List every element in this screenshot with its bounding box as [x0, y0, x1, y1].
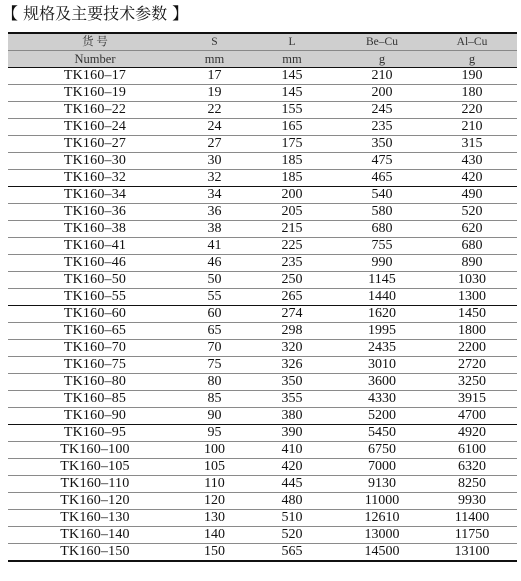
table-row: [8, 170, 517, 187]
l-cell: 200: [247, 187, 337, 204]
be-cu-cell: 990: [337, 255, 427, 272]
s-cell: 60: [182, 306, 247, 323]
s-cell: 75: [182, 357, 247, 374]
s-cell: 65: [182, 323, 247, 340]
l-cell: 185: [247, 153, 337, 170]
al-cu-cell: 1450: [427, 306, 517, 323]
s-cell: 27: [182, 136, 247, 153]
model-cell: TK160–30: [8, 153, 182, 170]
l-cell: 320: [247, 340, 337, 357]
table-row: [8, 119, 517, 136]
al-cu-cell: 13100: [454, 544, 490, 559]
s-cell: 50: [182, 272, 247, 289]
s-cell: 100: [182, 442, 247, 459]
l-cell: 480: [247, 493, 337, 510]
spec-table: [8, 32, 517, 562]
l-cell: 355: [247, 391, 337, 408]
header-s: S: [182, 33, 247, 51]
be-cu-cell: 4330: [337, 391, 427, 408]
model-cell: TK160–22: [8, 102, 182, 119]
model-cell: TK160–140: [8, 527, 182, 544]
table-row: [8, 136, 517, 153]
al-cu-cell: 180: [427, 85, 517, 102]
al-cu-cell: 430: [427, 153, 517, 170]
s-cell: 140: [182, 527, 247, 544]
be-cu-cell: 580: [337, 204, 427, 221]
l-cell: 145: [247, 68, 337, 85]
model-cell: TK160–80: [8, 374, 182, 391]
l-cell: 565: [281, 544, 303, 559]
al-cu-cell: 1030: [427, 272, 517, 289]
header-al-cu-unit: g: [427, 51, 517, 68]
model-cell: TK160–100: [8, 442, 182, 459]
table-row: [8, 221, 517, 238]
table-row: [8, 85, 517, 102]
model-cell: TK160–70: [8, 340, 182, 357]
al-cu-cell: 4920: [427, 425, 517, 442]
be-cu-cell: 9130: [337, 476, 427, 493]
al-cu-cell: 490: [427, 187, 517, 204]
l-cell: 274: [247, 306, 337, 323]
be-cu-cell: 6750: [337, 442, 427, 459]
model-cell: TK160–55: [8, 289, 182, 306]
s-cell: 85: [182, 391, 247, 408]
table-row: [8, 68, 517, 85]
table-row: [8, 544, 517, 562]
s-cell: 36: [182, 204, 247, 221]
l-cell: 155: [247, 102, 337, 119]
be-cu-cell: 1620: [337, 306, 427, 323]
s-cell: 24: [182, 119, 247, 136]
model-cell: TK160–32: [8, 170, 182, 187]
s-cell: 38: [182, 221, 247, 238]
model-cell: TK160–27: [8, 136, 182, 153]
table-row: [8, 476, 517, 493]
l-cell: 510: [247, 510, 337, 527]
al-cu-cell: 190: [427, 68, 517, 85]
s-cell: 30: [182, 153, 247, 170]
l-cell: 326: [247, 357, 337, 374]
l-cell: 445: [247, 476, 337, 493]
be-cu-cell: 2435: [337, 340, 427, 357]
table-row: [8, 408, 517, 425]
al-cu-cell: 2720: [427, 357, 517, 374]
s-cell: 70: [182, 340, 247, 357]
header-model-cn: 货 号: [8, 33, 182, 51]
header-al-cu: Al–Cu: [427, 33, 517, 51]
table-row: [8, 510, 517, 527]
be-cu-cell: 680: [337, 221, 427, 238]
be-cu-cell: 3600: [337, 374, 427, 391]
l-cell: 250: [247, 272, 337, 289]
be-cu-cell: 200: [337, 85, 427, 102]
al-cu-cell: 6100: [427, 442, 517, 459]
section-title: 【 规格及主要技术参数 】: [2, 4, 189, 23]
s-cell: 130: [182, 510, 247, 527]
table-row: [8, 238, 517, 255]
be-cu-cell: 1145: [337, 272, 427, 289]
s-cell: 55: [182, 289, 247, 306]
be-cu-cell: 755: [337, 238, 427, 255]
be-cu-cell: 5200: [337, 408, 427, 425]
l-cell: 225: [247, 238, 337, 255]
be-cu-cell: 1440: [337, 289, 427, 306]
al-cu-cell: 220: [427, 102, 517, 119]
table-row: [8, 527, 517, 544]
s-cell: 90: [182, 408, 247, 425]
table-row: [8, 102, 517, 119]
al-cu-cell: 3915: [427, 391, 517, 408]
l-cell: 145: [247, 85, 337, 102]
be-cu-cell: 210: [337, 68, 427, 85]
model-cell: TK160–105: [8, 459, 182, 476]
be-cu-cell: 245: [337, 102, 427, 119]
be-cu-cell: 5450: [337, 425, 427, 442]
s-cell: 105: [182, 459, 247, 476]
l-cell: 390: [247, 425, 337, 442]
al-cu-cell: 315: [427, 136, 517, 153]
l-cell: 520: [247, 527, 337, 544]
header-l-unit: mm: [247, 51, 337, 68]
table-header: [8, 33, 517, 68]
al-cu-cell: 620: [427, 221, 517, 238]
table-row: [8, 425, 517, 442]
table-row: [8, 306, 517, 323]
s-cell: 150: [204, 544, 225, 559]
be-cu-cell: 13000: [337, 527, 427, 544]
l-cell: 410: [247, 442, 337, 459]
table-row: [8, 323, 517, 340]
model-cell: TK160–120: [8, 493, 182, 510]
model-cell: TK160–150: [60, 544, 130, 559]
l-cell: 165: [247, 119, 337, 136]
model-cell: TK160–38: [8, 221, 182, 238]
model-cell: TK160–50: [8, 272, 182, 289]
header-be-cu: Be–Cu: [337, 33, 427, 51]
model-cell: TK160–130: [8, 510, 182, 527]
model-cell: TK160–34: [8, 187, 182, 204]
model-cell: TK160–75: [8, 357, 182, 374]
l-cell: 265: [247, 289, 337, 306]
table-row: [8, 374, 517, 391]
model-cell: TK160–110: [8, 476, 182, 493]
l-cell: 420: [247, 459, 337, 476]
table-row: [8, 442, 517, 459]
model-cell: TK160–90: [8, 408, 182, 425]
be-cu-cell: 1995: [337, 323, 427, 340]
s-cell: 120: [182, 493, 247, 510]
be-cu-cell: 540: [337, 187, 427, 204]
table-row: [8, 204, 517, 221]
be-cu-cell: 12610: [337, 510, 427, 527]
l-cell: 350: [247, 374, 337, 391]
table-row: [8, 391, 517, 408]
model-cell: TK160–24: [8, 119, 182, 136]
table-body: [8, 68, 517, 562]
al-cu-cell: 420: [427, 170, 517, 187]
table-row: [8, 153, 517, 170]
model-cell: TK160–85: [8, 391, 182, 408]
s-cell: 41: [182, 238, 247, 255]
table-row: [8, 272, 517, 289]
be-cu-cell: 475: [337, 153, 427, 170]
al-cu-cell: 890: [427, 255, 517, 272]
al-cu-cell: 2200: [427, 340, 517, 357]
table-row: [8, 357, 517, 374]
header-s-unit: mm: [182, 51, 247, 68]
header-be-cu-unit: g: [337, 51, 427, 68]
al-cu-cell: 4700: [427, 408, 517, 425]
be-cu-cell: 350: [337, 136, 427, 153]
l-cell: 235: [247, 255, 337, 272]
model-cell: TK160–65: [8, 323, 182, 340]
al-cu-cell: 9930: [427, 493, 517, 510]
l-cell: 185: [247, 170, 337, 187]
s-cell: 46: [182, 255, 247, 272]
s-cell: 110: [182, 476, 247, 493]
al-cu-cell: 1800: [427, 323, 517, 340]
model-cell: TK160–46: [8, 255, 182, 272]
s-cell: 34: [182, 187, 247, 204]
l-cell: 215: [247, 221, 337, 238]
table-row: [8, 187, 517, 204]
al-cu-cell: 680: [427, 238, 517, 255]
header-row-labels: [8, 33, 517, 51]
l-cell: 175: [247, 136, 337, 153]
l-cell: 380: [247, 408, 337, 425]
table-row: [8, 289, 517, 306]
model-cell: TK160–95: [8, 425, 182, 442]
al-cu-cell: 210: [427, 119, 517, 136]
s-cell: 80: [182, 374, 247, 391]
s-cell: 32: [182, 170, 247, 187]
header-row-units: [8, 51, 517, 68]
al-cu-cell: 11750: [427, 527, 517, 544]
al-cu-cell: 11400: [427, 510, 517, 527]
l-cell: 205: [247, 204, 337, 221]
be-cu-cell: 3010: [337, 357, 427, 374]
al-cu-cell: 8250: [427, 476, 517, 493]
s-cell: 95: [182, 425, 247, 442]
be-cu-cell: 11000: [337, 493, 427, 510]
header-number: Number: [8, 51, 182, 68]
s-cell: 22: [182, 102, 247, 119]
al-cu-cell: 520: [427, 204, 517, 221]
model-cell: TK160–36: [8, 204, 182, 221]
be-cu-cell: 7000: [337, 459, 427, 476]
al-cu-cell: 1300: [427, 289, 517, 306]
be-cu-cell: 465: [337, 170, 427, 187]
header-l: L: [247, 33, 337, 51]
table-row: [8, 493, 517, 510]
table-row: [8, 255, 517, 272]
model-cell: TK160–17: [8, 68, 182, 85]
al-cu-cell: 3250: [427, 374, 517, 391]
s-cell: 19: [182, 85, 247, 102]
table-row: [8, 340, 517, 357]
table-row: [8, 459, 517, 476]
model-cell: TK160–19: [8, 85, 182, 102]
model-cell: TK160–60: [8, 306, 182, 323]
model-cell: TK160–41: [8, 238, 182, 255]
be-cu-cell: 14500: [364, 544, 400, 559]
s-cell: 17: [182, 68, 247, 85]
be-cu-cell: 235: [337, 119, 427, 136]
l-cell: 298: [247, 323, 337, 340]
al-cu-cell: 6320: [427, 459, 517, 476]
